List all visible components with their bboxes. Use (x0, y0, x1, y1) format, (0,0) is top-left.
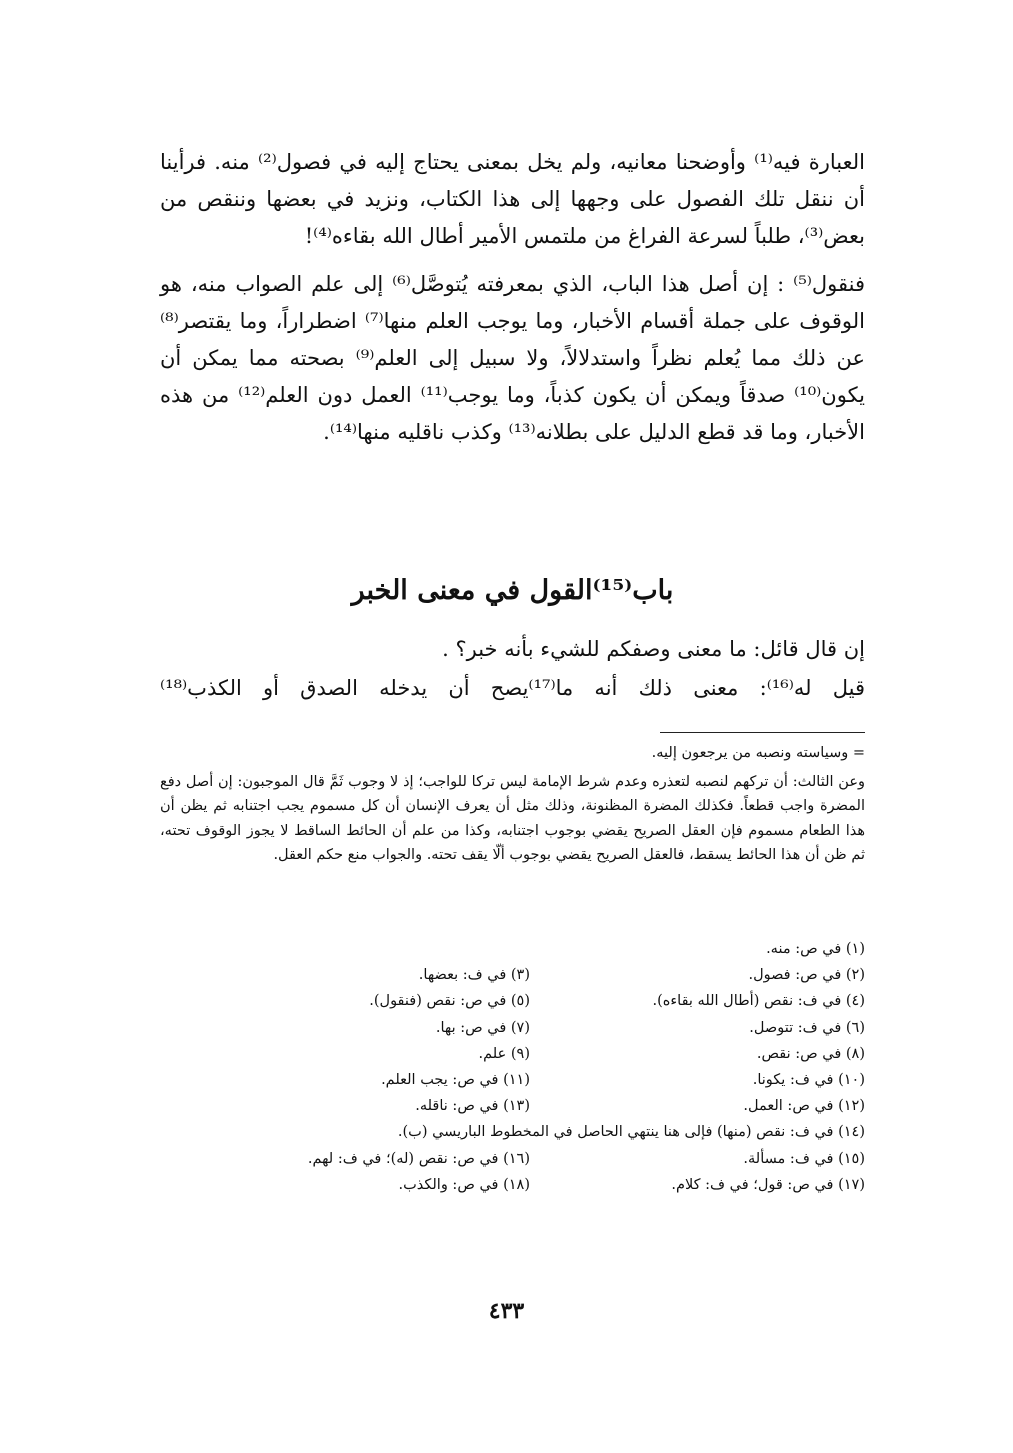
footnote: (١٢) في ص: العمل. (743, 1098, 865, 1115)
footnote: (١٧) في ص: قول؛ في ف: كلام. (671, 1176, 865, 1193)
footnote-row (160, 1041, 865, 1067)
section-heading: باب⁽¹⁵⁾القول في معنى الخبر (351, 575, 674, 606)
note-continuation: = وسياسته ونصبه من يرجعون إليه. (651, 745, 865, 761)
footnote-row (160, 1172, 865, 1198)
footnote: (٩) علم. (478, 1045, 530, 1062)
footnote: (٨) في ص: نقص. (756, 1045, 865, 1062)
footnote-row (160, 1146, 865, 1172)
footnote-row (160, 988, 865, 1014)
note-text: وعن الثالث: أن تركهم لنصبه لتعذره وعدم شرط الإمامة ليس تركا للواجب؛ إذ لا وجوب ثَمَّ قال الموجبون: إن أصل دفع المضرة واجب قطعاً. فكذلك المضرة المظنونة، وذلك مثل أن يعرف الإنسان أن كل مسموم يجب اجتنابه ثم يظن أن هذا الطعام مسموم فإن العقل الصريح يقضي بوجوب اجتنابه، وكذا من علم أن الحائط الساقط لا يجوز الوقوف تحته، ثم ظن أن هذا الحائط يسقط، فالعقل الصريح يقضي بوجوب ألّا يقف تحته. والجواب منع حكم العقل. (160, 773, 865, 863)
page-number: ٤٣٣ (488, 1298, 525, 1324)
footnote: (٥) في ص: نقص (فنقول). (369, 993, 530, 1010)
footnote: (١١) في ص: يجب العلم. (381, 1071, 530, 1088)
footnote: (١٠) في ف: يكونا. (752, 1071, 865, 1088)
footnote: (١٥) في ف: مسألة. (743, 1150, 865, 1167)
question-line: إن قال قائل: ما معنى وصفكم للشيء بأنه خبر؟ . (442, 637, 865, 661)
footnote-row (160, 1119, 865, 1145)
footnote-row (160, 962, 865, 988)
footnote: (١٨) في ص: والكذب. (398, 1176, 530, 1193)
footnote: (٧) في ص: بها. (435, 1019, 530, 1036)
footnote-divider (660, 732, 865, 733)
footnote: (١) في ص: منه. (766, 941, 865, 957)
footnote-row (160, 1067, 865, 1093)
paragraph-1: العبارة فيه⁽¹⁾ وأوضحنا معانيه، ولم يخل بمعنى يحتاج إليه في فصول⁽²⁾ منه. فرأينا أن ننقل تلك الفصول على وجهها إلى هذا الكتاب، ونزيد في بعضها وننقص من بعض⁽³⁾، طلباً لسرعة الفراغ من ملتمس الأمير أطال الله بقاءه⁽⁴⁾! (160, 150, 866, 248)
footnote: (١٣) في ص: ناقله. (415, 1098, 530, 1115)
footnote-row (160, 1015, 865, 1041)
answer-line: قيل له⁽¹⁶⁾: معنى ذلك أنه ما⁽¹⁷⁾يصح أن يدخله الصدق أو الكذب⁽¹⁸⁾ (160, 676, 865, 700)
footnote: (١٤) في ف: نقص (منها) فإلى هنا ينتهي الحاصل في المخطوط الباريسي (ب). (397, 1124, 865, 1141)
paragraph-2: فنقول⁽⁵⁾ : إن أصل هذا الباب، الذي بمعرفته يُتوصَّل⁽⁶⁾ إلى علم الصواب منه، هو الوقوف على جملة أقسام الأخبار، وما يوجب العلم منها⁽⁷⁾ اضطراراً، وما يقتصر⁽⁸⁾ عن ذلك مما يُعلم نظراً واستدلالاً، ولا سبيل إلى العلم⁽⁹⁾ بصحته مما يمكن أن يكون⁽¹⁰⁾ صدقاً ويمكن أن يكون كذباً، وما يوجب⁽¹¹⁾ العمل دون العلم⁽¹²⁾ من هذه الأخبار، وما قد قطع الدليل على بطلانه⁽¹³⁾ وكذب ناقليه منها⁽¹⁴⁾. (160, 272, 866, 444)
footnotes (160, 936, 865, 1198)
footnote: (١٦) في ص: نقص (له)؛ في ف: لهم. (307, 1150, 530, 1167)
footnote-row (160, 1093, 865, 1119)
footnote: (٦) في ف: تتوصل. (749, 1019, 865, 1036)
main-text (160, 144, 865, 450)
footnote: (٣) في ف: بعضها. (418, 967, 530, 984)
footnote-row (160, 936, 865, 962)
footnote: (٢) في ص: فصول. (748, 967, 865, 984)
footnote: (٤) في ف: نقص (أطال الله بقاءه). (652, 993, 865, 1010)
continued-footnote (160, 741, 865, 868)
